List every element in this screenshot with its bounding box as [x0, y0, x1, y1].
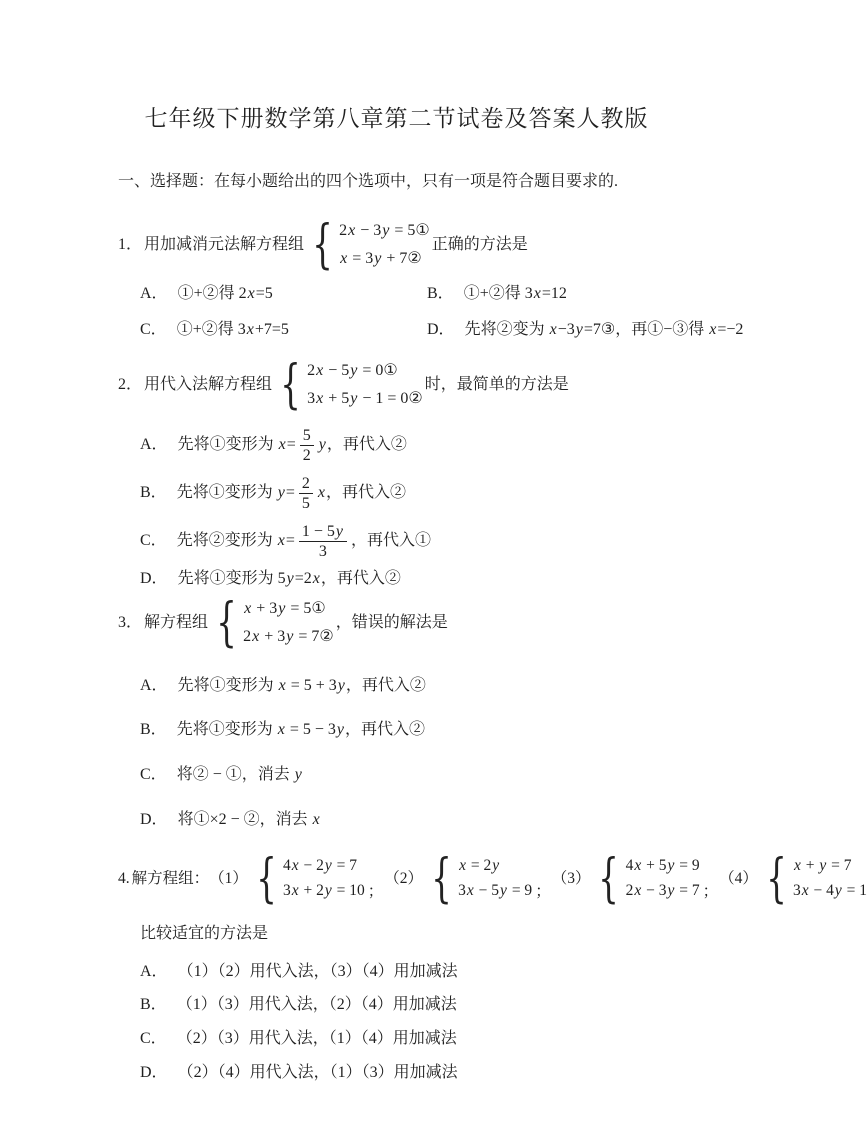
question-text-post: 时，最简单的方法是	[424, 375, 569, 393]
option-text-post: x，再代入②	[317, 484, 406, 502]
option-item	[140, 994, 723, 1016]
option-label: A．	[140, 676, 168, 694]
option-item	[140, 319, 427, 341]
option-item	[140, 764, 723, 786]
option-item	[140, 471, 723, 516]
equation-system	[760, 849, 867, 910]
system-equations	[626, 856, 700, 902]
equation-line: 3x − 4y = 1	[792, 882, 867, 900]
question-number: 2．	[118, 375, 143, 393]
question-3-stem	[118, 592, 723, 653]
equation-line: 4x + 5y = 9	[625, 857, 700, 875]
option-item	[140, 519, 723, 564]
equation-line: 2x − 5y = 0①	[307, 362, 398, 380]
option-label: C．	[140, 1029, 167, 1047]
system-equations	[458, 856, 532, 902]
option-label: B．	[140, 996, 167, 1014]
option-text: 先将①变形为 x = 5 + 3y，再代入②	[177, 676, 426, 694]
option-text: 先将②变为 x−3y=7③，再①−③得 x=−2	[464, 321, 744, 339]
option-text-post: y，再代入②	[318, 436, 407, 454]
system-brace: {	[280, 354, 301, 415]
equation-line: x + y = 7	[793, 857, 852, 875]
fraction-numerator: 1 − 5y	[299, 522, 347, 542]
option-text: （2）（4）用代入法，（1）（3）用加减法	[177, 1063, 458, 1081]
system-tag: （3）	[551, 869, 591, 887]
option-text-pre: 先将①变形为 y=	[176, 484, 295, 502]
equation-line: x = 3y + 7②	[340, 249, 422, 267]
option-label: D．	[140, 810, 168, 828]
equation-line: 2x − 3y = 7	[625, 882, 700, 900]
option-text: 先将①变形为 x = 5 − 3y，再代入②	[176, 721, 425, 739]
system-separator: ；	[535, 883, 551, 901]
fraction-numerator: 5	[300, 426, 314, 446]
question-4	[118, 849, 867, 1083]
option-item	[140, 1062, 723, 1084]
equation-line: 3x + 2y = 10	[283, 882, 365, 900]
equation-line: 2x + 3y = 7②	[243, 627, 334, 645]
question-2-options	[140, 423, 723, 591]
equation-line: 2x − 3y = 5①	[339, 222, 430, 239]
option-text-post: ，再代入①	[350, 532, 431, 550]
option-label: A．	[140, 962, 168, 980]
option-item	[140, 567, 723, 591]
equation-system	[425, 849, 533, 910]
document-content	[0, 133, 867, 1083]
option-item	[140, 961, 723, 983]
fraction-denominator: 3	[318, 542, 327, 560]
question-4-followup: 比较适宜的方法是	[140, 925, 269, 943]
equation-line: x + 3y = 5①	[244, 600, 326, 618]
question-text-post: ，错误的解法是	[335, 613, 448, 631]
question-4-stem	[118, 849, 867, 910]
section-heading: 一、选择题：在每小题给出的四个选项中，只有一项是符合题目要求的.	[118, 173, 619, 190]
system-equations	[243, 598, 334, 647]
question-3-options	[140, 675, 723, 830]
system-brace: {	[216, 592, 237, 653]
option-text: ①+②得 2x=5	[177, 284, 273, 302]
option-item	[140, 1028, 723, 1050]
question-number: 4.	[118, 869, 130, 887]
question-text-pre: 解方程组：	[131, 869, 210, 887]
option-label: B．	[140, 484, 167, 502]
system-separator: ；	[702, 883, 719, 901]
fraction	[299, 474, 313, 513]
system-brace: {	[431, 849, 452, 910]
equation-system	[274, 354, 423, 415]
page-title: 七年级下册数学第八章第二节试卷及答案人教版	[144, 106, 649, 131]
option-label: C．	[140, 321, 167, 339]
equation-line: x = 2y	[459, 857, 500, 875]
option-label: C．	[140, 765, 167, 783]
system-brace: {	[598, 849, 620, 910]
question-2	[118, 354, 723, 591]
question-number: 1．	[118, 235, 143, 253]
system-brace: {	[256, 849, 277, 910]
equation-line: 3x − 5y = 9	[458, 882, 533, 900]
option-text: 将①×2 − ②，消去 x	[177, 810, 320, 828]
option-label: B．	[427, 284, 454, 302]
option-item	[140, 283, 427, 305]
question-1-stem	[118, 214, 723, 275]
option-item	[140, 675, 723, 697]
equation-line: 4x − 2y = 7	[283, 857, 358, 875]
fraction-denominator: 2	[302, 446, 311, 464]
option-item	[427, 283, 743, 305]
question-text-post: 正确的方法是	[431, 235, 528, 253]
option-text: 先将①变形为 5y=2x，再代入②	[177, 569, 401, 587]
fraction	[299, 522, 347, 561]
option-label: D．	[140, 569, 168, 587]
fraction-numerator: 2	[299, 474, 313, 494]
option-item	[140, 719, 723, 741]
fraction	[300, 426, 314, 465]
question-2-stem	[118, 354, 723, 415]
option-text: ①+②得 3x+7=5	[176, 321, 289, 339]
option-label: D．	[140, 1063, 168, 1081]
question-3	[118, 592, 723, 830]
option-text: ①+②得 3x=12	[463, 284, 567, 302]
option-label: D．	[427, 321, 455, 339]
option-text: （2）（3）用代入法，（1）（4）用加减法	[176, 1029, 457, 1047]
equation-system	[210, 592, 334, 653]
equation-line: 3x + 5y − 1 = 0②	[307, 389, 423, 407]
question-text-pre: 用代入法解方程组	[144, 375, 273, 393]
system-brace: {	[312, 214, 333, 275]
system-equations	[283, 856, 365, 902]
option-text: （1）（3）用代入法，（2）（4）用加减法	[176, 996, 457, 1014]
question-1-options	[140, 283, 744, 341]
option-item	[140, 809, 723, 831]
question-text-pre: 解方程组	[144, 613, 209, 631]
system-separator: ；	[367, 883, 384, 901]
question-4-options	[140, 961, 723, 1083]
system-tag: （4）	[719, 869, 758, 887]
option-text-pre: 先将②变形为 x=	[176, 532, 295, 550]
option-item	[140, 423, 723, 468]
option-text: 将② − ①，消去 y	[176, 765, 302, 783]
system-equations	[339, 220, 430, 269]
option-label: A．	[140, 284, 168, 302]
option-item	[427, 319, 743, 341]
question-text-pre: 用加减消元法解方程组	[144, 235, 305, 253]
option-text: （1）（2）用代入法，（3）（4）用加减法	[177, 962, 458, 980]
system-tag: （1）	[209, 869, 248, 887]
equation-system	[250, 849, 365, 910]
system-brace: {	[766, 849, 787, 910]
system-equations	[793, 856, 867, 902]
question-1	[118, 214, 744, 341]
equation-system	[592, 849, 700, 910]
system-tag: （2）	[384, 869, 424, 887]
system-equations	[307, 360, 423, 409]
option-label: A．	[140, 436, 168, 454]
option-label: B．	[140, 721, 167, 739]
equation-system	[306, 214, 430, 275]
fraction-denominator: 5	[301, 494, 310, 512]
option-text-pre: 先将①变形为 x=	[177, 436, 296, 454]
option-label: C．	[140, 532, 167, 550]
question-number: 3．	[118, 613, 143, 631]
